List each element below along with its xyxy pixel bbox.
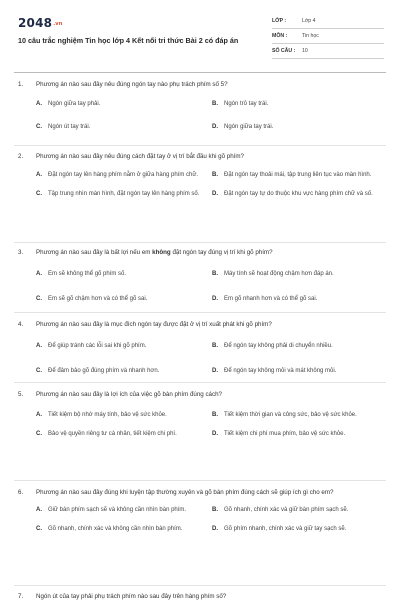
option-letter: B. — [212, 172, 218, 178]
meta-label-count: SỐ CÂU : — [272, 48, 296, 54]
option-letter: D. — [212, 123, 218, 130]
option-text: Để đảm bảo gõ đúng phím và nhanh hơn. — [48, 367, 160, 374]
option-letter: B. — [212, 507, 218, 513]
option-letter: C. — [36, 430, 42, 437]
option-text: Để ngón tay không mỏi và mát không mỏi. — [224, 367, 337, 374]
option-text: Tiết kiệm bộ nhớ máy tính, bảo vệ sức khỏe. — [48, 412, 167, 418]
meta-label-subject: MÔN : — [272, 33, 288, 39]
option-d[interactable] — [212, 123, 384, 132]
option-letter: C. — [36, 525, 42, 532]
question-stem — [18, 390, 384, 399]
option-c[interactable] — [36, 430, 208, 439]
question-number: 5. — [18, 391, 24, 398]
question-4 — [18, 320, 384, 375]
question-text: Phương án nào sau đây nêu đúng ngón tay nào phụ trách phím số 5? — [36, 81, 228, 88]
option-text: Gõ phím nhanh, chính xác và giữ tay sạch sẽ. — [224, 525, 347, 532]
option-a[interactable] — [36, 171, 208, 180]
option-letter: C. — [36, 367, 42, 374]
option-a[interactable] — [36, 506, 208, 515]
option-text: Đặt ngón tay lên hàng phím nằm ở giữa hàng phím chữ. — [48, 172, 199, 178]
document-header — [18, 14, 384, 66]
logo-text: 2048 — [18, 16, 53, 30]
option-b[interactable] — [212, 270, 384, 279]
question-7 — [18, 592, 384, 600]
option-c[interactable] — [36, 190, 208, 199]
meta-value-subject: Tin học — [302, 33, 319, 39]
option-letter: D. — [212, 367, 218, 374]
option-text: Ngón giữa tay trái. — [224, 123, 274, 130]
option-c[interactable] — [36, 367, 208, 376]
option-letter: B. — [212, 343, 218, 349]
question-5 — [18, 390, 384, 438]
question-text: Ngón út của tay phải phụ trách phím nào sau đây trên hàng phím số? — [36, 593, 227, 600]
question-number: 2. — [18, 153, 24, 160]
option-text: Ngón trỏ tay trái. — [224, 101, 269, 107]
options-grid — [36, 506, 384, 533]
option-b[interactable] — [212, 506, 384, 515]
option-d[interactable] — [212, 525, 384, 534]
header-divider — [14, 72, 386, 73]
question-separator — [14, 585, 386, 586]
option-text: Đặt ngón tay tự do thuộc khu vực hàng phím chữ và số. — [224, 190, 373, 197]
option-letter: A. — [36, 507, 42, 513]
question-text-emphasis: không — [152, 249, 171, 256]
question-separator — [14, 242, 386, 243]
question-stem — [18, 152, 384, 161]
option-letter: C. — [36, 295, 42, 302]
option-letter: B. — [212, 271, 218, 277]
option-b[interactable] — [212, 411, 384, 420]
logo-suffix: .vn — [53, 21, 63, 27]
question-stem — [18, 320, 384, 329]
question-separator — [14, 480, 386, 481]
site-logo[interactable] — [18, 16, 63, 30]
question-number: 3. — [18, 249, 24, 256]
option-text: Để giúp tránh các lỗi sai khi gõ phím. — [48, 343, 147, 349]
option-letter: C. — [36, 190, 42, 197]
question-text: Phương án nào sau đây là mục đích ngón tay được đặt ở vị trí xuất phát khi gõ phím? — [36, 321, 272, 328]
option-a[interactable] — [36, 270, 208, 279]
option-text: Đặt ngón tay thoải mái, tập trung liên tục vào màn hình. — [224, 172, 372, 178]
meta-value-count: 10 — [302, 48, 308, 54]
meta-table — [272, 14, 384, 59]
question-separator — [14, 312, 386, 313]
meta-row-count — [272, 44, 384, 59]
question-text: Phương án nào sau đây nêu đúng cách đặt tay ở vị trí bắt đầu khi gõ phím? — [36, 153, 244, 160]
option-text: Để ngón tay không phải di chuyển nhiều. — [224, 343, 333, 349]
option-letter: A. — [36, 343, 42, 349]
option-c[interactable] — [36, 295, 208, 304]
option-text: Em gõ nhanh hơn và có thể gõ sai. — [224, 295, 318, 302]
question-text — [36, 248, 384, 257]
question-stem — [18, 80, 384, 89]
question-number: 6. — [18, 489, 24, 496]
options-grid — [36, 100, 384, 131]
option-d[interactable] — [212, 367, 384, 376]
option-text: Tập trung nhìn màn hình, đặt ngón tay lên hàng phím số. — [48, 190, 200, 197]
options-grid — [36, 411, 384, 438]
question-1 — [18, 80, 384, 131]
options-grid — [36, 171, 384, 198]
document-title: 10 câu trắc nghiệm Tin học lớp 4 Kết nối tri thức Bài 2 có đáp án — [18, 36, 239, 45]
option-letter: A. — [36, 271, 42, 277]
option-a[interactable] — [36, 342, 208, 351]
option-b[interactable] — [212, 100, 384, 109]
question-separator — [14, 145, 386, 146]
option-letter: D. — [212, 525, 218, 532]
question-text: Phương án nào sau đây đúng khi luyện tập thường xuyên và gõ bàn phím đúng cách sẽ giúp ích gì cho em? — [36, 489, 334, 496]
options-grid — [36, 342, 384, 375]
option-letter: B. — [212, 412, 218, 418]
option-d[interactable] — [212, 430, 384, 439]
option-text: Gõ nhanh, chính xác và không cần nhìn bàn phím. — [48, 525, 183, 532]
option-letter: C. — [36, 123, 42, 130]
option-a[interactable] — [36, 100, 208, 109]
option-b[interactable] — [212, 171, 384, 180]
question-stem — [18, 488, 384, 497]
option-letter: A. — [36, 172, 42, 178]
option-d[interactable] — [212, 190, 384, 199]
question-3 — [18, 248, 384, 303]
option-d[interactable] — [212, 295, 384, 304]
meta-row-subject — [272, 29, 384, 44]
option-text: Gõ nhanh, chính xác và giữ bàn phím sạch sẽ. — [224, 507, 349, 513]
meta-label-grade: LỚP : — [272, 18, 287, 24]
option-text: Ngón út tay trái. — [48, 123, 91, 130]
option-letter: B. — [212, 101, 218, 107]
option-text: Máy tính sẽ hoạt động chậm hơn đáp án. — [224, 271, 334, 277]
option-c[interactable] — [36, 525, 208, 534]
question-text-part: Phương án nào sau đây là bất lợi nếu em — [36, 249, 153, 256]
option-text: Tiết kiệm thời gian và công sức, bảo vệ sức khỏe. — [224, 412, 357, 418]
question-number: 4. — [18, 321, 24, 328]
question-6 — [18, 488, 384, 533]
question-number: 1. — [18, 81, 24, 88]
option-text: Giữ bàn phím sạch sẽ và không cần nhìn bàn phím. — [48, 507, 187, 513]
option-letter: D. — [212, 190, 218, 197]
option-text: Em sẽ không thể gõ phím số. — [48, 271, 127, 277]
meta-value-grade: Lớp 4 — [302, 18, 316, 24]
option-letter: A. — [36, 101, 42, 107]
option-letter: D. — [212, 430, 218, 437]
question-2 — [18, 152, 384, 198]
option-text: Bảo vệ quyền riêng tư cá nhân, tiết kiệm chi phí. — [48, 430, 177, 437]
option-text: Ngón giữa tay phải. — [48, 101, 101, 107]
option-a[interactable] — [36, 411, 208, 420]
option-letter: D. — [212, 295, 218, 302]
option-text: Em sẽ gõ chậm hơn và có thể gõ sai. — [48, 295, 148, 302]
question-text-part: đặt ngón tay đúng vị trí khi gõ phím? — [170, 249, 273, 256]
question-stem — [18, 592, 384, 600]
option-b[interactable] — [212, 342, 384, 351]
option-c[interactable] — [36, 123, 208, 132]
question-separator — [14, 382, 386, 383]
question-number: 7. — [18, 593, 24, 600]
question-text: Phương án nào sau đây là lợi ích của việc gõ bàn phím đúng cách? — [36, 391, 222, 398]
option-letter: A. — [36, 412, 42, 418]
options-grid — [36, 270, 384, 303]
meta-row-grade — [272, 14, 384, 29]
question-stem — [18, 248, 384, 257]
option-text: Tiết kiệm chi phí mua phím, bảo vệ sức khỏe. — [224, 430, 346, 437]
